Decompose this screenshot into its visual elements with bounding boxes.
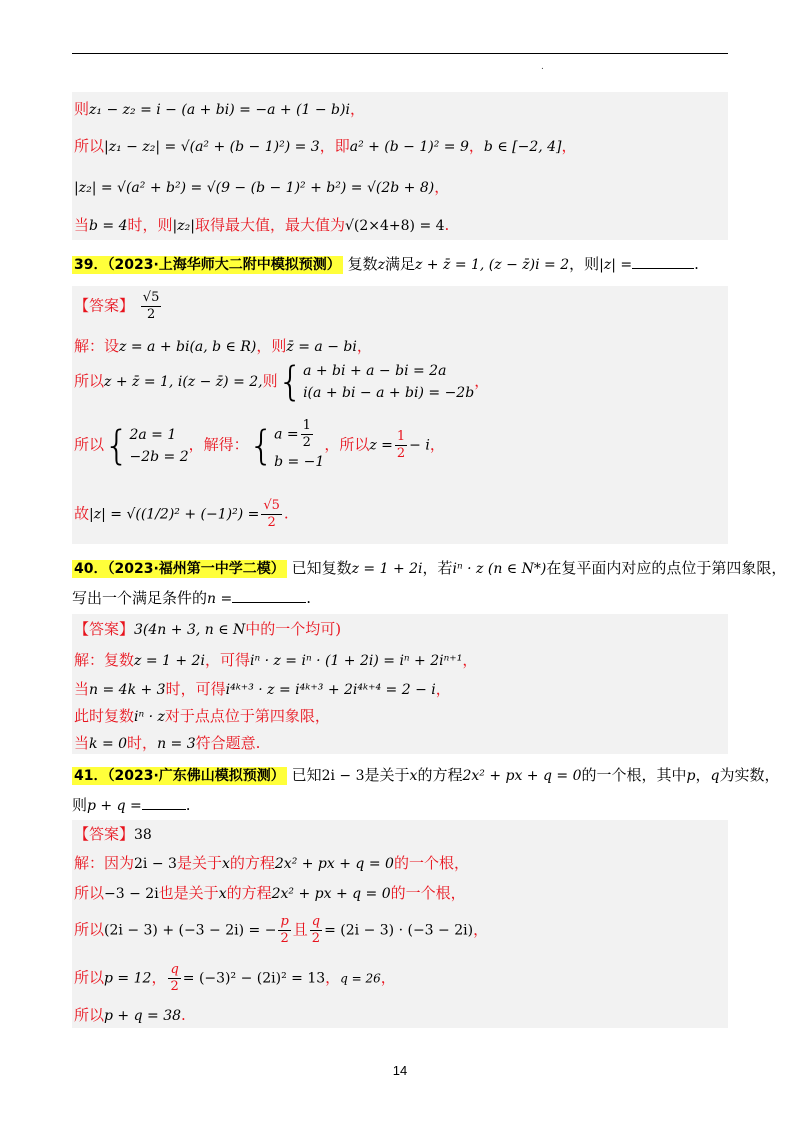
q39-step-4: 故|z| = √((1/2)² + (−1)²) = $\frac{√5}{2}$ . (74, 498, 289, 530)
q41-question-line-2: 则p + q = . (72, 796, 191, 814)
q41-step-2: 所以−3 − 2i也是关于x的方程2x² + px + q = 0的一个根， (74, 884, 466, 902)
q41-source-highlight: 41．（2023·广东佛山模拟预测） (74, 768, 285, 784)
prev-line-1: 则z₁ − z₂ = i − (a + bi) = −a + (1 − b)i， (74, 100, 365, 118)
q40-question-line-1: 40．（2023·福州第一中学二模） 已知复数z = 1 + 2i，若iⁿ · z (n ∈ N*)在复平面内对应的点位于第四象限， (74, 559, 787, 577)
q39-answer-fraction: $\frac{√5}{2}$ (142, 290, 160, 322)
q41-answer: 【答案】38 (74, 826, 152, 843)
header-dot: . (541, 62, 544, 72)
q41-step-4: 所以p = 12， $\frac{q}{2}$ = (−3)² − (2i)² = 13，q = 26， (74, 962, 396, 994)
q39-step-1: 解：设z = a + bi(a, b ∈ R)，则z̄ = a − bi， (74, 337, 372, 355)
q40-answer: 【答案】3(4n + 3, n ∈ N中的一个均可) (74, 620, 342, 638)
q41-step-1: 解：因为2i − 3是关于x的方程2x² + px + q = 0的一个根， (74, 854, 469, 872)
header-rule (72, 53, 728, 54)
q40-question-line-2: 写出一个满足条件的n = . (72, 589, 311, 607)
q39-system-2: 2a = 1 −2b = 2 (129, 426, 189, 465)
q40-step-4: 当k = 0时，n = 3符合题意. (74, 734, 261, 752)
q41-question-line-1: 41．（2023·广东佛山模拟预测） 已知2i − 3是关于x的方程2x² + px + q = 0的一个根，其中p，q为实数， (74, 766, 780, 784)
q39-question: 39．（2023·上海华师大二附中模拟预测） 复数z满足z + z̄ = 1, (z − z̄)i = 2，则|z| = . (74, 255, 699, 273)
q40-step-1: 解：复数z = 1 + 2i，可得iⁿ · z = iⁿ · (1 + 2i) = iⁿ + 2iⁿ⁺¹， (74, 651, 478, 669)
q41-step-3: 所以(2i − 3) + (−3 − 2i) = − $\frac{p}{2}$ 且 $\frac{q}{2}$ = (2i − 3) · (−3 − 2i)， (74, 914, 489, 946)
q39-step-3: 所以{2a = 1 −2b = 2，解得：{a = $\frac{1}{2}$ b = −1，所以z = $\frac{1}{2}$ − i， (74, 418, 445, 478)
q39-brace-3: { (248, 422, 275, 469)
q40-answer-blank (232, 588, 306, 603)
q39-system-3: a = $\frac{1}{2}$ b = −1 (274, 418, 325, 470)
q40-step-2: 当n = 4k + 3时，可得i⁴ᵏ⁺³ · z = i⁴ᵏ⁺³ + 2i⁴ᵏ⁺⁴ = 2 − i， (74, 680, 451, 698)
q41-step-5: 所以p + q = 38. (74, 1006, 186, 1024)
q41-answer-blank (142, 795, 186, 810)
q39-answer-blank (632, 254, 694, 269)
q39-step-2: 所以z + z̄ = 1, i(z − z̄) = 2,则{a + bi + a − bi = 2a i(a + bi − a + bi) = −2b， (74, 359, 490, 405)
page-number: 14 (392, 1063, 408, 1078)
q39-system-1: a + bi + a − bi = 2a i(a + bi − a + bi) = −2b (303, 363, 475, 401)
prev-line-2: 所以|z₁ − z₂| = √(a² + (b − 1)²) = 3，即a² + (b − 1)² = 9，b ∈ [−2, 4]， (74, 137, 577, 155)
prev-line-3: |z₂| = √(a² + b²) = √(9 − (b − 1)² + b²) = √(2b + 8)， (74, 178, 450, 196)
q40-step-3: 此时复数iⁿ · z对于点点位于第四象限， (74, 707, 330, 725)
q39-answer: 【答案】 $\frac{√5}{2}$ (74, 290, 160, 322)
prev-line-4: 当b = 4时，则|z₂|取得最大值，最大值为√(2×4+8) = 4. (74, 216, 450, 234)
q39-brace-2: { (104, 422, 130, 469)
q40-source-highlight: 40．（2023·福州第一中学二模） (74, 561, 285, 577)
q39-source-highlight: 39．（2023·上海华师大二附中模拟预测） (74, 257, 341, 273)
q39-brace-1: { (277, 359, 304, 405)
